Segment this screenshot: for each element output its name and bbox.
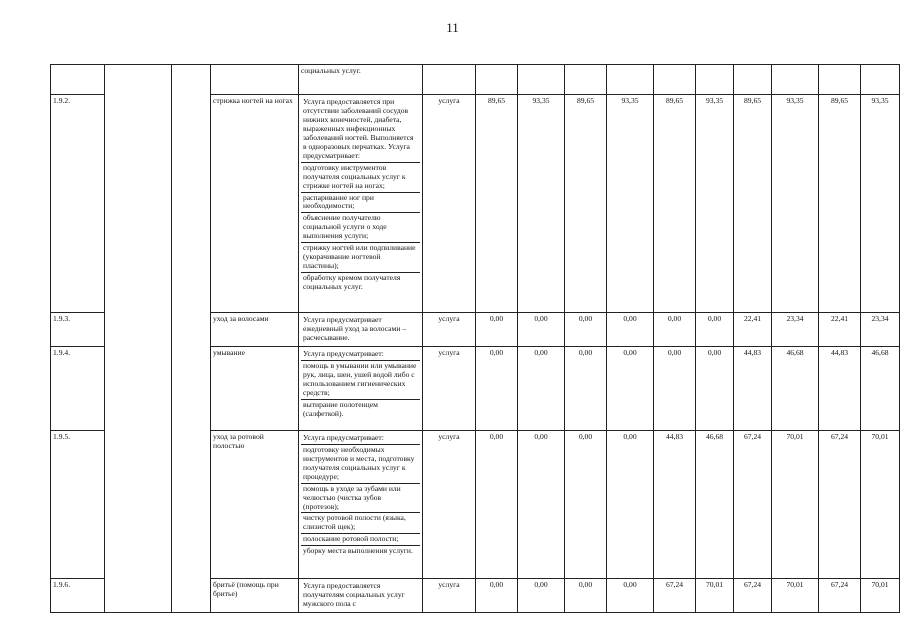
tariff-value: 70,01 bbox=[861, 430, 900, 578]
tariff-value: 89,65 bbox=[654, 95, 696, 313]
description-item: подготовку инструментов получателя социальных услуг к стрижке ногтей на ногах; bbox=[301, 162, 420, 192]
tariff-value: 44,83 bbox=[734, 346, 772, 430]
tariff-value: 46,68 bbox=[861, 346, 900, 430]
tariff-value: 0,00 bbox=[696, 346, 734, 430]
tariff-value: 67,24 bbox=[819, 430, 861, 578]
description-item: обработку кремом получателя социальных услуг. bbox=[301, 272, 420, 293]
tariff-value: 0,00 bbox=[654, 346, 696, 430]
service-name: бритьё (помощь при бритье) bbox=[211, 578, 299, 612]
service-code: 1.9.4. bbox=[51, 346, 105, 430]
description-item: чистку ротовой полости (языка, слизистой щек); bbox=[301, 512, 420, 533]
description-item: Услуга предусматривает ежедневный уход за волосами – расчесывание. bbox=[303, 315, 407, 342]
description-item: полоскание ротовой полости; bbox=[301, 533, 420, 545]
tariff-value: 70,01 bbox=[696, 578, 734, 612]
continuation-text: социальных услуг. bbox=[299, 65, 423, 95]
tariff-value: 23,34 bbox=[861, 313, 900, 347]
continuation-row bbox=[51, 65, 900, 95]
description-item: помощь в уходе за зубами или челюстью (чистка зубов (протезов); bbox=[301, 483, 420, 513]
description-item: объяснение получателю социальной услуги о ходе выполнения услуги; bbox=[301, 212, 420, 242]
service-description bbox=[299, 578, 423, 612]
service-description bbox=[299, 313, 423, 347]
tariff-value: 89,65 bbox=[819, 95, 861, 313]
service-name: стрижка ногтей на ногах bbox=[211, 95, 299, 313]
service-code: 1.9.2. bbox=[51, 95, 105, 313]
service-description bbox=[299, 430, 423, 578]
tariff-value: 93,35 bbox=[772, 95, 819, 313]
tariff-value: 0,00 bbox=[518, 430, 565, 578]
unit-cell: услуга bbox=[423, 430, 476, 578]
tariff-value: 89,65 bbox=[476, 95, 518, 313]
description-item: стрижку ногтей или подпиливание (укорачивание ногтевой пластины); bbox=[301, 242, 420, 272]
tariff-value: 0,00 bbox=[607, 313, 654, 347]
tariff-value: 67,24 bbox=[654, 578, 696, 612]
unit-cell: услуга bbox=[423, 95, 476, 313]
description-item: помощь в умывании или умывание рук, лица, шеи, ушей водой либо с использованием гигиенических средств; bbox=[301, 360, 420, 399]
tariff-value: 44,83 bbox=[819, 346, 861, 430]
tariff-value: 89,65 bbox=[734, 95, 772, 313]
service-name: уход за волосами bbox=[211, 313, 299, 347]
description-item: Услуга предоставляется при отсутствии заболеваний сосудов нижних конечностей, диабета, выраженных инфекционных заболеваний ногтей. Выполняется в одноразовых перчатках. Услуга предусматривает: bbox=[303, 97, 414, 160]
service-code: 1.9.3. bbox=[51, 313, 105, 347]
service-name: уход за ротовой полостью bbox=[211, 430, 299, 578]
tariff-value: 0,00 bbox=[565, 313, 607, 347]
description-item: вытирание полотенцем (салфеткой). bbox=[301, 399, 420, 420]
tariff-value: 0,00 bbox=[607, 430, 654, 578]
description-item: подготовку необходимых инструментов и места, подготовку получателя социальных услуг к процедуре; bbox=[301, 444, 420, 483]
description-item: Услуга предусматривает: bbox=[303, 432, 384, 442]
merged-column-a bbox=[105, 65, 172, 613]
tariff-value: 67,24 bbox=[819, 578, 861, 612]
tariff-value: 67,24 bbox=[734, 430, 772, 578]
service-name: умывание bbox=[211, 346, 299, 430]
description-item: Услуга предоставляется получателям социальных услуг мужского пола с bbox=[303, 580, 405, 608]
tariff-value: 0,00 bbox=[654, 313, 696, 347]
tariff-value: 0,00 bbox=[607, 346, 654, 430]
tariff-value: 0,00 bbox=[518, 578, 565, 612]
tariff-value: 0,00 bbox=[476, 430, 518, 578]
tariff-table bbox=[50, 64, 900, 613]
service-code: 1.9.5. bbox=[51, 430, 105, 578]
tariff-value: 44,83 bbox=[654, 430, 696, 578]
service-description bbox=[299, 346, 423, 430]
tariff-value: 93,35 bbox=[607, 95, 654, 313]
tariff-value: 23,34 bbox=[772, 313, 819, 347]
tariff-value: 0,00 bbox=[607, 578, 654, 612]
unit-cell: услуга bbox=[423, 346, 476, 430]
tariff-value: 0,00 bbox=[476, 346, 518, 430]
service-description bbox=[299, 95, 423, 313]
tariff-value: 70,01 bbox=[861, 578, 900, 612]
tariff-value: 70,01 bbox=[772, 430, 819, 578]
tariff-value: 93,35 bbox=[696, 95, 734, 313]
tariff-value: 0,00 bbox=[565, 578, 607, 612]
tariff-value: 0,00 bbox=[565, 430, 607, 578]
merged-column-b bbox=[172, 65, 211, 613]
tariff-value: 22,41 bbox=[734, 313, 772, 347]
tariff-value: 93,35 bbox=[861, 95, 900, 313]
tariff-value: 46,68 bbox=[696, 430, 734, 578]
unit-cell: услуга bbox=[423, 313, 476, 347]
tariff-value: 0,00 bbox=[518, 313, 565, 347]
tariff-value: 0,00 bbox=[476, 313, 518, 347]
tariff-value: 0,00 bbox=[476, 578, 518, 612]
tariff-value: 70,01 bbox=[772, 578, 819, 612]
tariff-value: 0,00 bbox=[518, 346, 565, 430]
tariff-value: 0,00 bbox=[565, 346, 607, 430]
service-code: 1.9.6. bbox=[51, 578, 105, 612]
tariff-value: 67,24 bbox=[734, 578, 772, 612]
page-number: 11 bbox=[446, 20, 459, 35]
description-item: уборку места выполнения услуги. bbox=[301, 545, 420, 557]
unit-cell: услуга bbox=[423, 578, 476, 612]
tariff-value: 89,65 bbox=[565, 95, 607, 313]
description-item: распаривание ног при необходимости; bbox=[301, 192, 420, 213]
tariff-value: 22,41 bbox=[819, 313, 861, 347]
tariff-value: 46,68 bbox=[772, 346, 819, 430]
tariff-value: 0,00 bbox=[696, 313, 734, 347]
tariff-value: 93,35 bbox=[518, 95, 565, 313]
description-item: Услуга предусматривает: bbox=[303, 348, 384, 358]
